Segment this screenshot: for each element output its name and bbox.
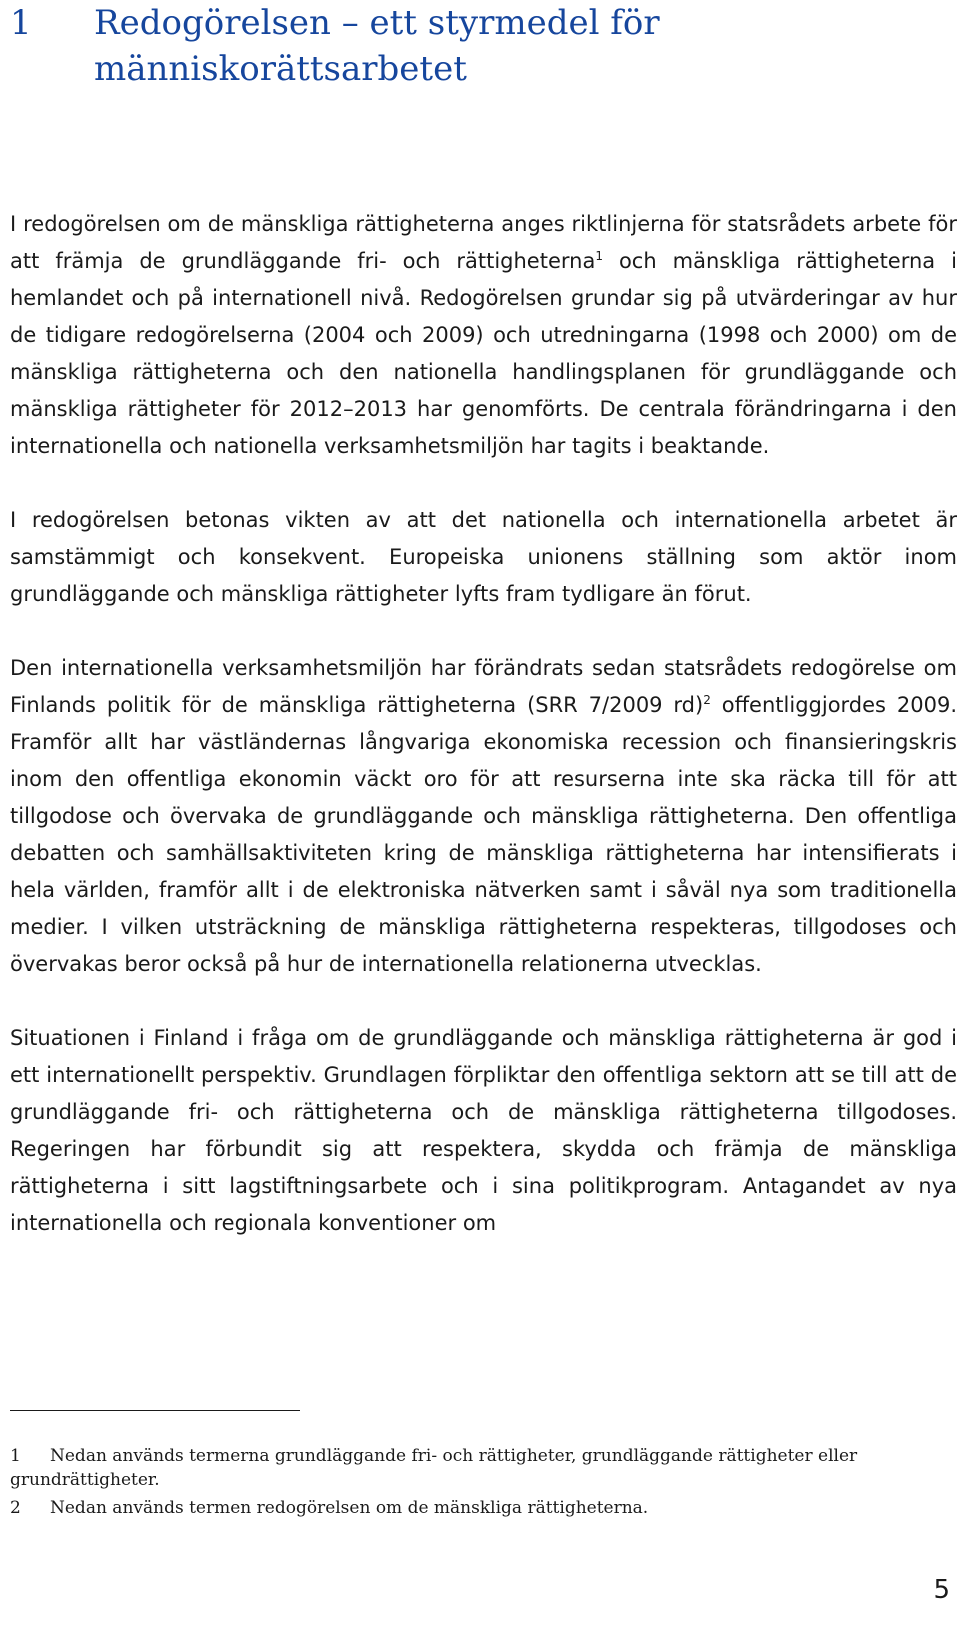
footnote-divider (10, 1410, 300, 1411)
body-text (10, 206, 957, 1279)
footnote-text: Nedan används termerna grundläggande fri- och rättigheter, grundläggande rättigheter eller grundrättigheter. (10, 1446, 858, 1490)
footnote-number: 2 (10, 1498, 21, 1518)
paragraph-text: offentliggjordes 2009. Framför allt har västländernas långvariga ekonomiska recession och finansieringskris inom den offentliga ekonomin väckt oro för att resurserna inte ska räcka till för att tillgodose och övervaka de grundläggande och mänskliga rättigheterna. Den offentliga debatten och samhällsaktiviteten kring de mänskliga rättigheterna har intensifierats i hela världen, framför allt i de elektroniska nätverken samt i såväl nya som traditionella medier. I vilken utsträckning de mänskliga rättigheterna respekteras, tillgodoses och övervakas beror också på hur de internationella relationerna utvecklas. (10, 693, 957, 976)
paragraph-2 (10, 502, 957, 613)
footnote-ref-1: 1 (595, 249, 603, 263)
footnote-1 (10, 1444, 957, 1492)
chapter-number: 1 (10, 3, 32, 43)
paragraph-3 (10, 650, 957, 983)
paragraph-text: Situationen i Finland i fråga om de grundläggande och mänskliga rättigheterna är god i ett internationellt perspektiv. Grundlagen förpliktar den offentliga sektorn att se till att de grundläggande fri- och rättigheterna och de mänskliga rättigheterna tillgodoses. Regeringen har förbundit sig att respektera, skydda och främja de mänskliga rättigheterna i sitt lagstiftningsarbete och i sina politikprogram. Antagandet av nya internationella och regionala konventioner om (10, 1026, 957, 1235)
footnote-2 (10, 1496, 957, 1520)
paragraph-text: och mänskliga rättigheterna i hemlandet och på internationell nivå. Redogörelsen grundar sig på utvärderingar av hur de tidigare redogörelserna (2004 och 2009) och utredningarna (1998 och 2000) om de mänskliga rättigheterna och den nationella handlingsplanen för grundläggande och mänskliga rättigheter för 2012–2013 har genomförts. De centrala förändringarna i den internationella och nationella verksamhetsmiljön har tagits i beaktande. (10, 249, 957, 458)
footnote-number: 1 (10, 1446, 21, 1466)
footnote-ref-2: 2 (703, 693, 711, 707)
chapter-title: Redogörelsen – ett styrmedel för människorättsarbetet (94, 3, 660, 89)
paragraph-text: I redogörelsen betonas vikten av att det nationella och internationella arbetet är samstämmigt och konsekvent. Europeiska unionens ställning som aktör inom grundläggande och mänskliga rättigheter lyfts fram tydligare än förut. (10, 508, 957, 606)
paragraph-4 (10, 1020, 957, 1242)
paragraph-1 (10, 206, 957, 465)
footnote-text: Nedan används termen redogörelsen om de mänskliga rättigheterna. (50, 1498, 649, 1518)
footnotes (10, 1444, 957, 1524)
paragraph-text: Den internationella verksamhetsmiljön har förändrats sedan statsrådets redogörelse om Finlands politik för de mänskliga rättigheterna (SRR 7/2009 rd) (10, 656, 957, 717)
paragraph-text: I redogörelsen om de mänskliga rättigheterna anges riktlinjerna för statsrådets arbete för att främja de grundläggande fri- och rättigheterna (10, 212, 957, 273)
page-number: 5 (933, 1575, 950, 1605)
